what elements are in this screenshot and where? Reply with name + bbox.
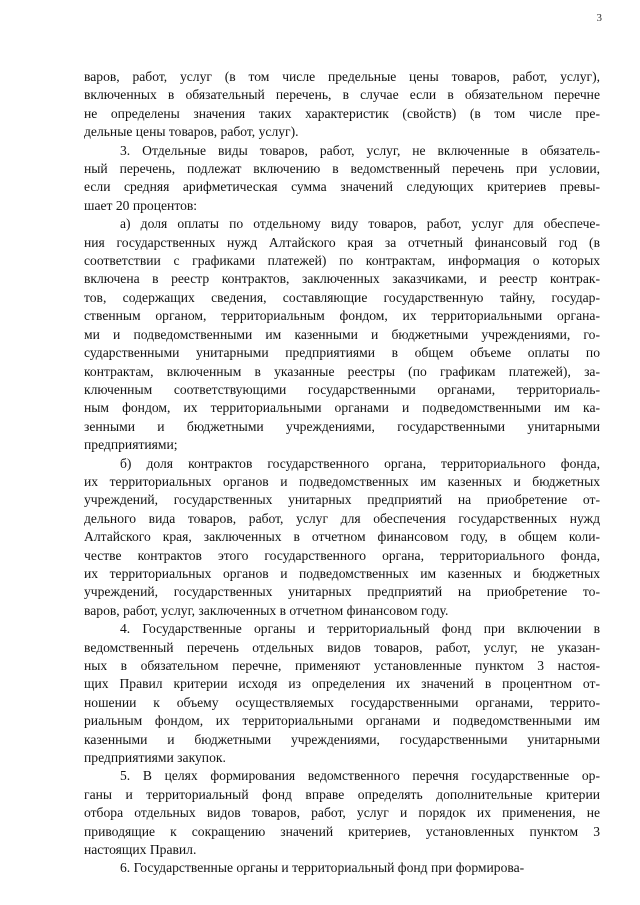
text-line: дельные цены товаров, работ, услуг). (84, 124, 299, 140)
paragraph-3b (84, 455, 600, 621)
document-body (84, 68, 600, 878)
text-line: не определены значения таких характеристик (свойств) (в том числе пре- (84, 105, 600, 121)
text-line: ный перечень, подлежат включению в ведомственный перечень при условии, (84, 161, 600, 177)
paragraph-4 (84, 620, 600, 767)
text-line: сударственными унитарными предприятиями в общем объеме оплаты по (84, 345, 600, 361)
paragraph-3 (84, 142, 600, 216)
text-line: ношении к объему осуществляемых государственными органами, террито- (84, 694, 600, 710)
text-line: ми и подведомственными им казенными и бюджетными учреждениями, го- (84, 326, 600, 342)
text-line: риальным фондом, их территориальными органами и подведомственными им (84, 713, 600, 729)
text-line: 4. Государственные органы и территориальный фонд при включении в (120, 621, 600, 637)
text-line: ганы и территориальный фонд вправе определять дополнительные критерии (84, 786, 600, 802)
text-line: ным фондом, их территориальными органами и подведомственными им ка- (84, 400, 600, 416)
text-line: шает 20 процентов: (84, 197, 198, 213)
paragraph-3a (84, 215, 600, 454)
paragraph-6 (84, 859, 600, 877)
text-line: 5. В целях формирования ведомственного перечня государственные ор- (120, 768, 600, 784)
text-line: казенными и бюджетными учреждениями, государственными унитарными (84, 731, 600, 747)
text-line: включенных в обязательный перечень, в случае если в обязательном перечне (84, 87, 600, 103)
page-number: 3 (596, 12, 602, 24)
text-line: ственным органом, территориальным фондом, их территориальными органа- (84, 308, 600, 324)
text-line: включена в реестр контрактов, заключенных заказчиками, и реестр контрак- (84, 271, 600, 287)
text-line: 3. Отдельные виды товаров, работ, услуг, не включенные в обязатель- (120, 142, 600, 158)
paragraph-cont (84, 68, 600, 142)
text-line: варов, работ, услуг (в том числе предельные цены товаров, работ, услуг), (84, 69, 600, 84)
text-line: а) доля оплаты по отдельному виду товаров, работ, услуг для обеспече- (120, 216, 600, 232)
text-line: ключенным соответствующими государственными органами, территориаль- (84, 381, 600, 397)
text-line: их территориальных органов и подведомственных им казенных и бюджетных (84, 473, 600, 489)
text-line: приводящие к сокращению значений критериев, установленных пунктом 3 (84, 823, 600, 839)
text-line: учреждений, государственных унитарных предприятий на приобретение от- (84, 492, 600, 508)
text-line: если средняя арифметическая сумма значений следующих критериев превы- (84, 179, 600, 195)
text-line: соответствии с графиками платежей) по контрактам, информация о которых (84, 253, 600, 269)
text-line: настоящих Правил. (84, 842, 197, 858)
text-line: предприятиями; (84, 437, 178, 453)
text-line: Алтайского края, заключенных в отчетном финансовом году, в общем коли- (84, 529, 600, 545)
text-line: ния государственных нужд Алтайского края за отчетный финансовый год (в (84, 234, 600, 250)
text-line: 6. Государственные органы и территориальный фонд при формирова- (120, 860, 525, 876)
text-line: тов, содержащих сведения, составляющие государственную тайну, государ- (84, 289, 600, 305)
text-line: б) доля контрактов государственного органа, территориального фонда, (120, 455, 600, 471)
text-line: контрактам, включенным в указанные реестры (по графикам платежей), за- (84, 363, 600, 379)
text-line: предприятиями закупок. (84, 750, 226, 766)
text-line: честве контрактов этого государственного органа, территориального фонда, (84, 547, 600, 563)
text-line: щих Правил критерии исходя из определения их значений в процентном от- (84, 676, 600, 692)
text-line: дельного вида товаров, работ, услуг для обеспечения государственных нужд (84, 510, 600, 526)
text-line: отбора отдельных видов товаров, работ, услуг и порядок их применения, не (84, 805, 600, 821)
text-line: ведомственный перечень отдельных видов товаров, работ, услуг, не указан- (84, 639, 600, 655)
text-line: учреждений, государственных унитарных предприятий на приобретение то- (84, 584, 600, 600)
text-line: варов, работ, услуг, заключенных в отчетном финансовом году. (84, 602, 449, 618)
text-line: их территориальных органов и подведомственных им казенных и бюджетных (84, 565, 600, 581)
text-line: зенными и бюджетными учреждениями, государственными унитарными (84, 418, 600, 434)
text-line: ных в обязательном перечне, применяют установленные пунктом 3 настоя- (84, 658, 600, 673)
paragraph-5 (84, 767, 600, 859)
